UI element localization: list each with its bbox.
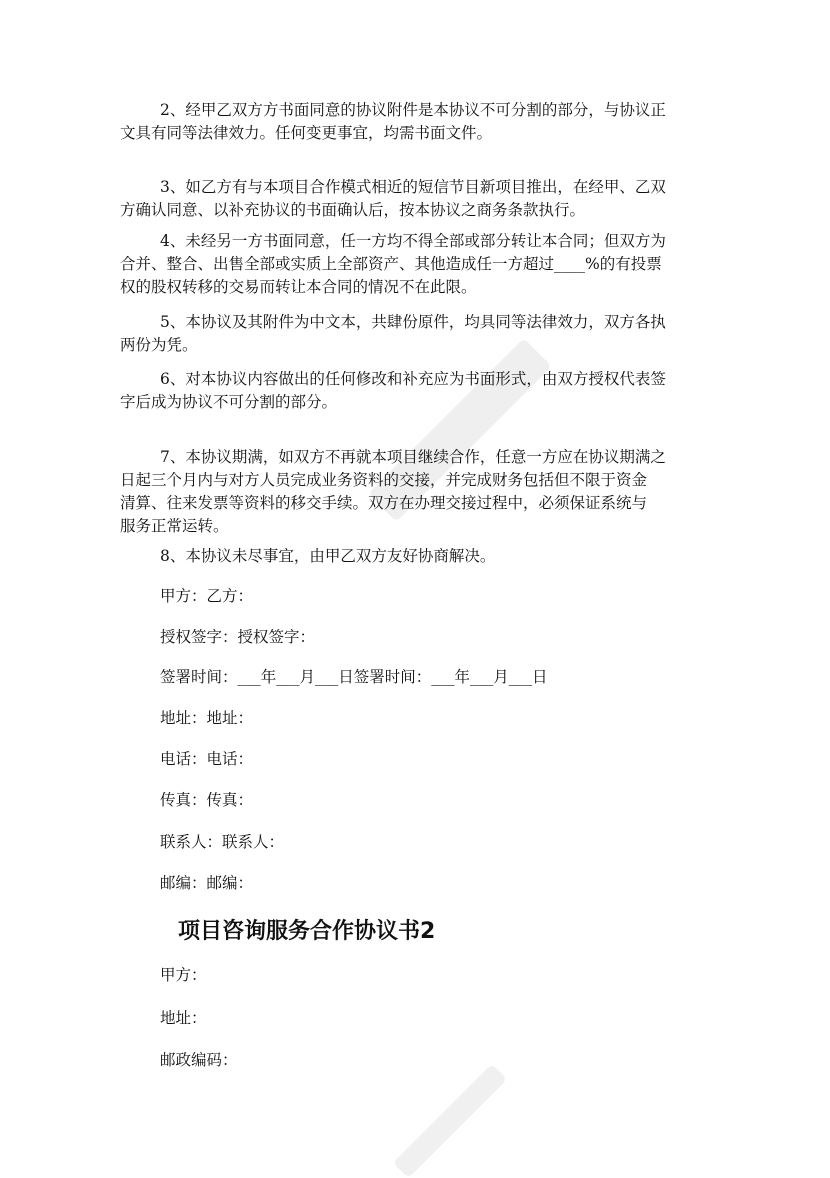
text-line: 6、对本协议内容做出的任何修改和补充应为书面形式，由双方授权代表签	[160, 370, 666, 388]
text-line: 日起三个月内与对方人员完成业务资料的交接，并完成财务包括但不限于资金	[120, 471, 648, 489]
field-label: 甲方：	[160, 966, 207, 984]
field-label: 邮政编码：	[160, 1051, 238, 1069]
signature-line: 签署时间：___年___月___日签署时间：___年___月___日	[160, 668, 548, 686]
text-line: 3、如乙方有与本项目合作模式相近的短信节目新项目推出，在经甲、乙双	[160, 178, 666, 196]
text-line: 5、本协议及其附件为中文本，共肆份原件，均具同等法律效力，双方各执	[160, 313, 666, 331]
text-line: 文具有同等法律效力。任何变更事宜，均需书面文件。	[120, 124, 493, 142]
field-label: 地址：	[160, 1009, 207, 1027]
text-line: 字后成为协议不可分割的部分。	[120, 393, 338, 411]
signature-line: 甲方：乙方：	[160, 587, 254, 605]
text-line: 方确认同意、以补充协议的书面确认后，按本协议之商务条款执行。	[120, 201, 586, 219]
text-line: 服务正常运转。	[120, 517, 229, 535]
paragraph	[120, 176, 720, 222]
signature-line: 电话：电话：	[160, 750, 254, 768]
paragraph	[120, 311, 720, 357]
text-line: 7、本协议期满，如双方不再就本项目继续合作，任意一方应在协议期满之	[160, 448, 666, 466]
text-line: 8、本协议未尽事宜，由甲乙双方友好协商解决。	[160, 547, 496, 565]
signature-line: 授权签字：授权签字：	[160, 628, 316, 646]
paragraph	[120, 230, 720, 299]
text-line: 权的股权转移的交易而转让本合同的情况不在此限。	[120, 278, 477, 296]
signature-line: 传真：传真：	[160, 791, 254, 809]
paragraph	[120, 99, 720, 145]
text-line: 合并、整合、出售全部或实质上全部资产、其他造成任一方超过____%的有投票	[120, 255, 662, 273]
text-line: 4、未经另一方书面同意，任一方均不得全部或部分转让本合同；但双方为	[160, 232, 666, 250]
paragraph	[120, 368, 720, 414]
signature-line: 邮编：邮编：	[160, 874, 254, 892]
text-line: 两份为凭。	[120, 336, 198, 354]
text-line: 2、经甲乙双方方书面同意的协议附件是本协议不可分割的部分，与协议正	[160, 101, 666, 119]
signature-line: 地址：地址：	[160, 709, 254, 727]
paragraph	[120, 446, 720, 538]
section-title: 项目咨询服务合作协议书2	[178, 919, 436, 944]
signature-line: 联系人：联系人：	[160, 833, 285, 851]
paragraph	[120, 545, 720, 568]
text-line: 清算、往来发票等资料的移交手续。双方在办理交接过程中，必须保证系统与	[120, 494, 648, 512]
watermark	[393, 1064, 508, 1178]
